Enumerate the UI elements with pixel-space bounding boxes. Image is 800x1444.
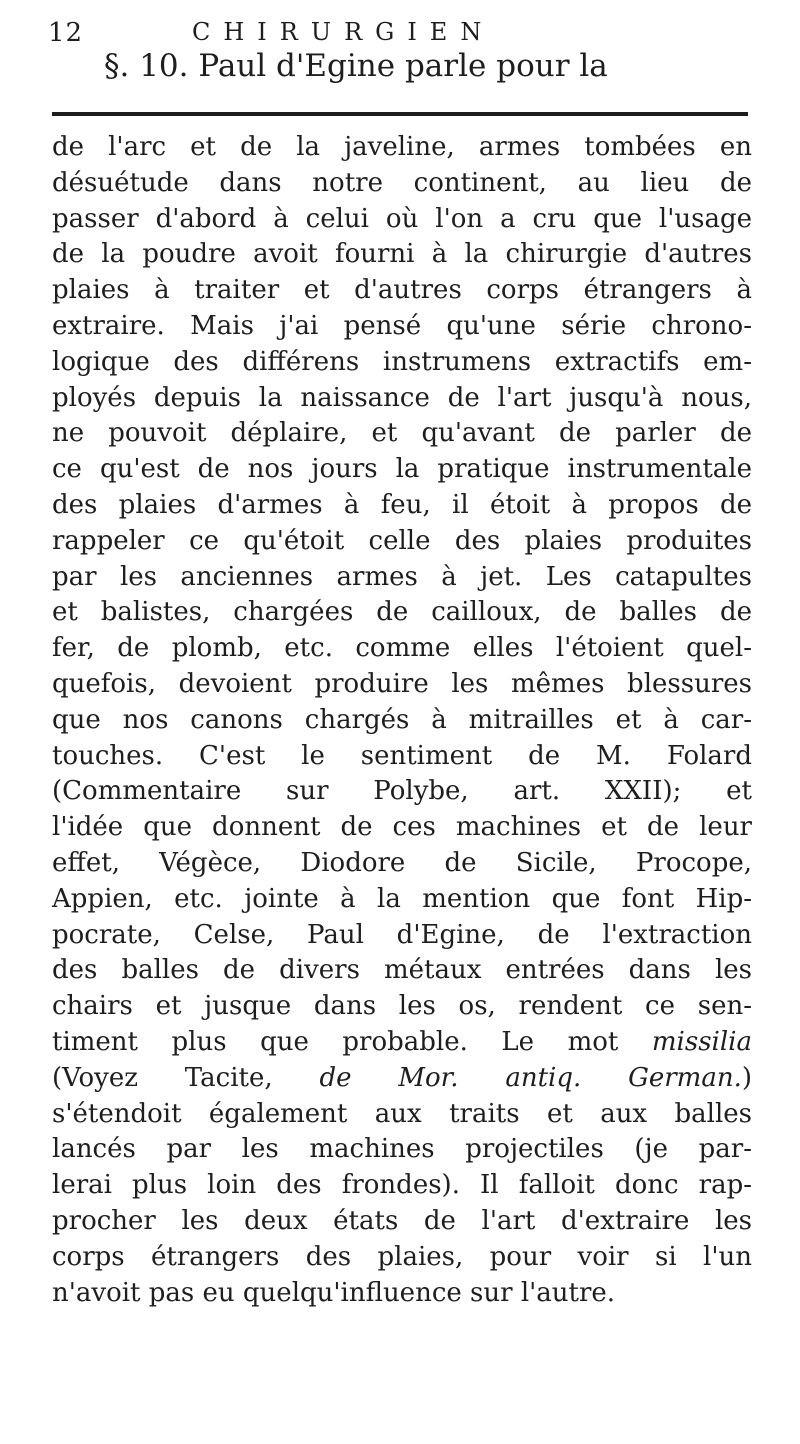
text-line: pocrate, Celse, Paul d'Egine, de l'extraction xyxy=(52,919,752,950)
text-line: des balles de divers métaux entrées dans les xyxy=(52,955,752,986)
text-line: ne pouvoit déplaire, et qu'avant de parler de xyxy=(52,418,752,449)
text-line: touches. C'est le sentiment de M. Folard xyxy=(52,740,752,771)
text-line: n'avoit pas eu quelqu'influence sur l'autre. xyxy=(52,1277,616,1308)
section-heading: §. 10. Paul d'Egine parle pour la xyxy=(104,48,608,84)
text-line: fer, de plomb, etc. comme elles l'étoient quel- xyxy=(52,633,752,664)
page-number: 12 xyxy=(48,18,84,48)
text-line: Appien, etc. jointe à la mention que font Hip- xyxy=(52,883,752,914)
text-line: désuétude dans notre continent, au lieu de xyxy=(52,167,752,198)
text-line: effet, Végèce, Diodore de Sicile, Procope, xyxy=(52,847,752,878)
text-line: l'idée que donnent de ces machines et de leur xyxy=(52,812,752,843)
text-line: corps étrangers des plaies, pour voir si l'un xyxy=(52,1241,752,1272)
text-line: lerai plus loin des frondes). Il falloit donc rap- xyxy=(52,1170,752,1201)
text-line: des plaies d'armes à feu, il étoit à propos de xyxy=(52,489,752,520)
text-line: extraire. Mais j'ai pensé qu'une série chrono- xyxy=(52,310,752,341)
text-line: et balistes, chargées de cailloux, de balles de xyxy=(52,597,752,628)
text-line: procher les deux états de l'art d'extraire les xyxy=(52,1205,752,1236)
italic-citation: de Mor. antiq. German. xyxy=(319,1062,742,1093)
text-line: de l'arc et de la javeline, armes tombées en xyxy=(52,132,752,162)
body-text xyxy=(52,130,752,1311)
text-line: rappeler ce qu'étoit celle des plaies produites xyxy=(52,525,752,556)
running-title: CHIRURGIEN xyxy=(192,18,495,46)
italic-term: missilia xyxy=(651,1026,752,1057)
text-line: lancés par les machines projectiles (je par- xyxy=(52,1134,752,1165)
text-line: plaies à traiter et d'autres corps étrangers à xyxy=(52,275,752,306)
text-line: ployés depuis la naissance de l'art jusqu'à nous, xyxy=(52,382,752,413)
text-line: chairs et jusque dans les os, rendent ce sen- xyxy=(52,991,752,1022)
text-line: par les anciennes armes à jet. Les catapultes xyxy=(52,561,752,592)
text-line: de la poudre avoit fourni à la chirurgie d'autres xyxy=(52,239,752,270)
text-line-with-italic xyxy=(52,1025,752,1061)
header-rule xyxy=(52,112,748,116)
text-segment: ) xyxy=(741,1062,753,1093)
text-line: s'étendoit également aux traits et aux balles xyxy=(52,1098,752,1129)
text-line: (Commentaire sur Polybe, art. XXII); et xyxy=(52,776,752,807)
text-line-with-italic xyxy=(52,1061,752,1097)
text-line: passer d'abord à celui où l'on a cru que l'usage xyxy=(52,203,752,234)
text-line: que nos canons chargés à mitrailles et à car- xyxy=(52,704,752,735)
text-segment: timent plus que probable. Le mot xyxy=(52,1026,619,1057)
text-segment: (Voyez Tacite, xyxy=(52,1062,273,1093)
text-line: quefois, devoient produire les mêmes blessures xyxy=(52,668,752,699)
text-line: ce qu'est de nos jours la pratique instrumentale xyxy=(52,454,752,485)
text-line: logique des différens instrumens extractifs em- xyxy=(52,346,752,377)
